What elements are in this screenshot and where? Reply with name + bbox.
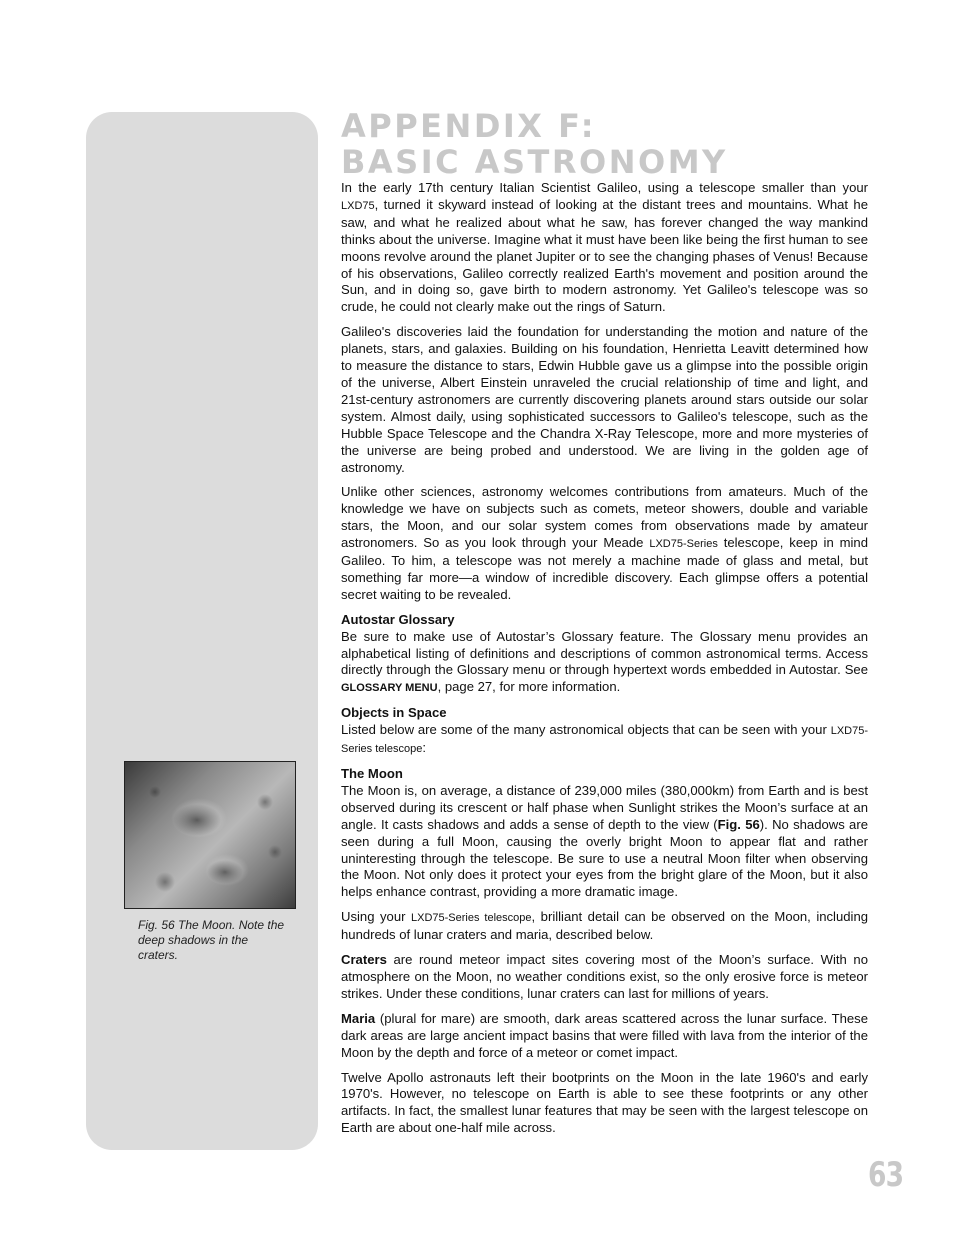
section-glossary bbox=[341, 612, 868, 698]
text-run: , page 27, for more information. bbox=[437, 679, 621, 695]
page-title bbox=[341, 108, 881, 180]
figure-reference: Fig. 56 bbox=[717, 816, 760, 832]
paragraph-discoveries: Galileo's discoveries laid the foundation for understanding the motion and nature of the planets, stars, and galaxies. Building on his foundation, Henrietta Leavitt determined how to measure the distance to stars, Edwin Hubble gave us a glimpse into the possible origin of the universe, Albert Einstein unraveled the crucial relationship of time and light, and 21st-century astronomers are currently discovering planets around stars outside our solar system. Almost daily, using sophisticated successors to Galileo's telescope, such as the Hubble Space Telescope and the Chandra X-Ray Telescope, more and more mysteries of the universe are being probed and understood. We are living in the golden age of astronomy. bbox=[341, 324, 868, 475]
term-craters: Craters bbox=[341, 952, 387, 968]
title-line-1: APPENDIX F: bbox=[341, 107, 596, 145]
paragraph-using bbox=[341, 909, 868, 944]
model-name: LXD75-Series telescope bbox=[341, 725, 868, 756]
glossary-menu-reference: GLOSSARY MENU bbox=[341, 682, 438, 695]
text-run: The Moon is, on average, a distance of 239,000 miles (380,000km) from Earth and is best observed during its crescent or half phase when Sunlight strikes the Moon’s surface at an angle. It casts shadows and adds a sense of depth to the view ( bbox=[341, 782, 868, 832]
section-objects bbox=[341, 705, 868, 758]
model-name: LXD75-Series bbox=[649, 538, 718, 551]
paragraph-apollo: Twelve Apollo astronauts left their bootprints on the Moon in the late 1960's and early 1970's. However, no telescope on Earth is able to see these footprints or any other artifacts. In fact, the smallest lunar features that may be seen with the largest telescope on Earth are about one-half mile across. bbox=[341, 1069, 868, 1136]
text-run: are round meteor impact sites covering most of the Moon’s surface. With no atmosphere on the Moon, no weather conditions exist, so the only erosive force is meteor strikes. Under these conditions, lunar craters can last for millions of years. bbox=[341, 952, 868, 1001]
text-run: In the early 17th century Italian Scientist Galileo, using a telescope smaller than your bbox=[341, 180, 868, 195]
title-line-2: BASIC ASTRONOMY bbox=[341, 143, 728, 181]
paragraph-maria bbox=[341, 1011, 868, 1062]
section-moon bbox=[341, 766, 868, 901]
paragraph-intro bbox=[341, 180, 868, 316]
text-run: ). No shadows are seen during a full Moon, causing the overly bright Moon to appear flat and rather uninteresting through the telescope. Be sure to use a neutral Moon filter when observing the Moon. Not only does it protect your eyes from the bright glare of the Moon, but it also helps enhance contrast, providing a more dramatic image. bbox=[341, 816, 868, 900]
glossary-heading: Autostar Glossary bbox=[341, 611, 455, 627]
model-name: LXD75 bbox=[341, 199, 375, 212]
page-number: 63 bbox=[868, 1155, 904, 1195]
moon-heading: The Moon bbox=[341, 766, 403, 781]
model-name: LXD75-Series telescope bbox=[411, 912, 532, 925]
text-run: Using your bbox=[341, 909, 411, 925]
paragraph-craters bbox=[341, 952, 868, 1003]
objects-heading: Objects in Space bbox=[341, 705, 447, 721]
text-run: (plural for mare) are smooth, dark areas scattered across the lunar surface. These dark areas are large ancient impact basins that were filled with lava from the interior of the Moon by the depth and force of a meteor or comet impact. bbox=[341, 1010, 868, 1060]
text-run: , turned it skyward instead of looking at the distant trees and mountains. What he saw, and what he realized about what he saw, has forever changed the way mankind thinks about the universe. Imagine what it must have been like being the first human to see moons revolve around the planet Jupiter or to see the changing phases of Venus! Because of his observations, Galileo correctly realized Earth's movement and position around the Sun, and in doing so, gave birth to modern astronomy. Yet Galileo's telescope was so crude, he could not clearly make out the rings of Saturn. bbox=[341, 196, 868, 315]
text-run: Unlike other sciences, astronomy welcomes contributions from amateurs. Much of the knowledge we have on subjects such as comets, meteor showers, double and variable stars, the Moon, and our solar system comes from observations made by amateur astronomers. So as you look through your Meade bbox=[341, 484, 868, 551]
sidebar-panel bbox=[86, 112, 318, 1150]
text-run: , brilliant detail can be observed on the Moon, including hundreds of lunar craters and maria, described below. bbox=[341, 909, 869, 943]
paragraph-amateurs bbox=[341, 484, 868, 603]
text-run: Be sure to make use of Autostar’s Glossary feature. The Glossary menu provides an alphabetical listing of definitions and descriptions of common astronomical terms. Access directly through the Glossary menu or through hypertext words embedded in Autostar. See bbox=[341, 628, 868, 678]
moon-photo bbox=[124, 761, 296, 909]
figure-caption: Fig. 56 The Moon. Note the deep shadows in the craters. bbox=[138, 918, 285, 962]
text-run: telescope, keep in mind Galileo. To him, a telescope was not merely a machine made of glass and metal, but something far more—a window of incredible discovery. Each glimpse offers a potential secret waiting to be revealed. bbox=[341, 535, 868, 602]
text-run: Listed below are some of the many astronomical objects that can be seen with your bbox=[341, 722, 831, 738]
body-text bbox=[341, 180, 868, 1137]
term-maria: Maria bbox=[341, 1010, 376, 1026]
text-run: : bbox=[422, 740, 426, 756]
